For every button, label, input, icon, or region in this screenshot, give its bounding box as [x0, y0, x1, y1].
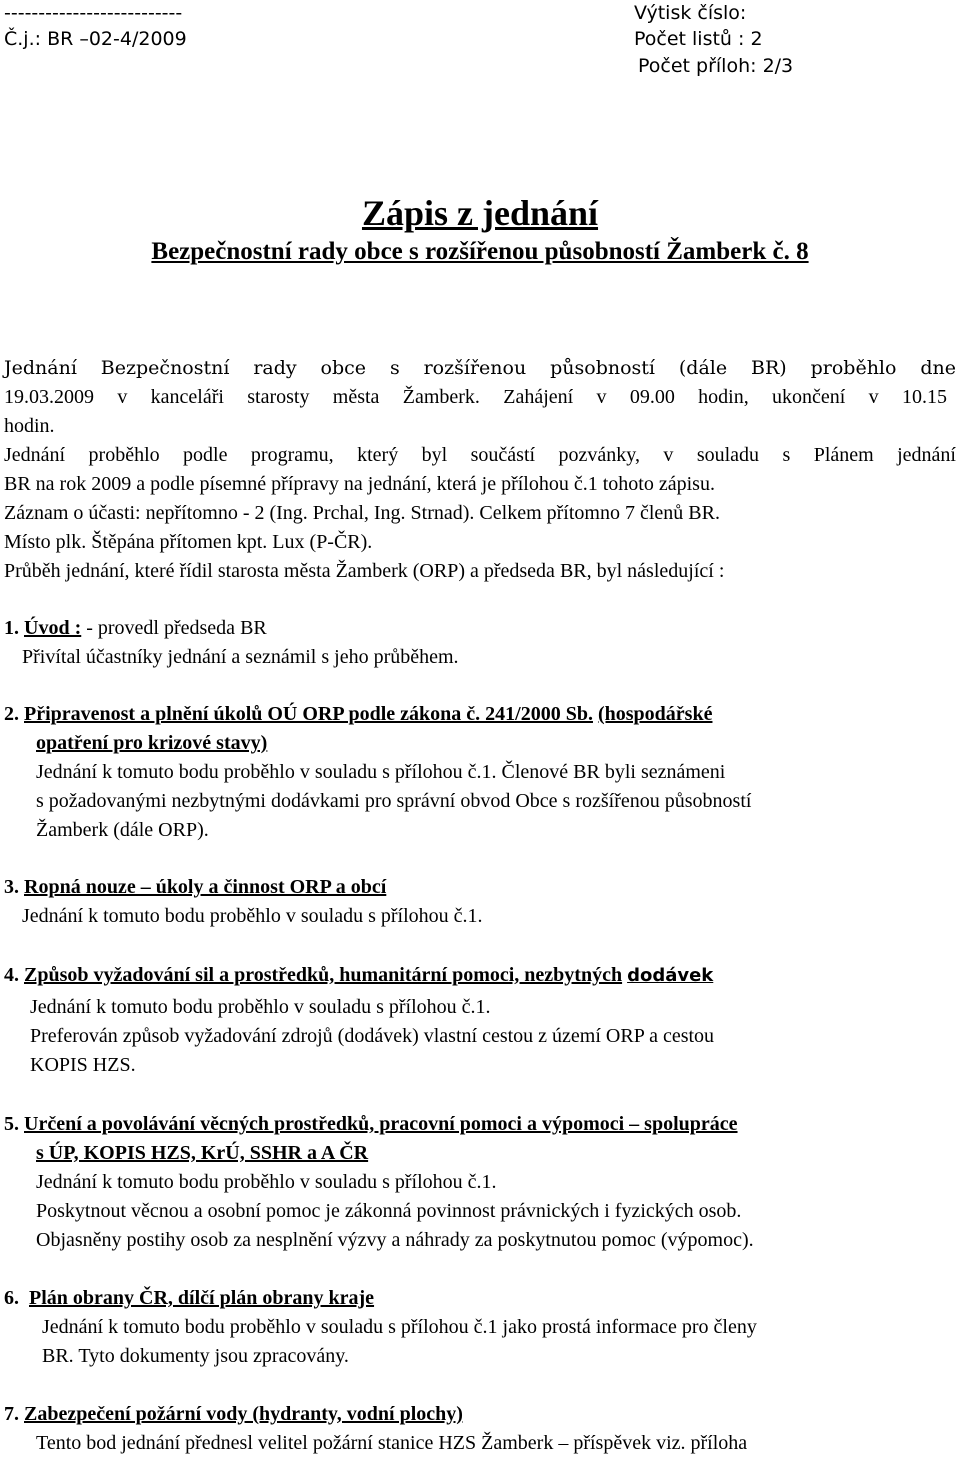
- item-4-title: Způsob vyžadování sil a prostředků, humanitární pomoci, nezbytných: [24, 964, 623, 986]
- item-7-heading: [4, 1400, 463, 1428]
- copy-number-label: Výtisk číslo:: [634, 2, 747, 24]
- item-6-line-1: Jednání k tomuto bodu proběhlo v souladu s přílohou č.1 jako prostá informace pro členy: [42, 1316, 757, 1338]
- item-1-line-1: Přivítal účastníky jednání a seznámil s jeho průběhem.: [22, 646, 459, 668]
- reference-number: Č.j.: BR –02-4/2009: [4, 28, 187, 50]
- item-2-title-rest: (hospodářské: [597, 703, 713, 725]
- item-5-number: 5.: [4, 1113, 19, 1135]
- attachment-count: Počet příloh: 2/3: [638, 55, 794, 77]
- item-4-number: 4.: [4, 964, 19, 986]
- item-7-number: 7.: [4, 1403, 19, 1425]
- item-3-number: 3.: [4, 876, 19, 898]
- item-3-title: Ropná nouze – úkoly a činnost ORP a obcí: [24, 876, 387, 898]
- header-dashes: --------------------------: [4, 2, 183, 24]
- attendance-line: Záznam o účasti: nepřítomno - 2 (Ing. Prchal, Ing. Strnad). Celkem přítomno 7 členů BR.: [4, 502, 720, 524]
- item-1-heading: [4, 614, 267, 642]
- sheet-count: Počet listů : 2: [634, 28, 763, 50]
- item-2-number: 2.: [4, 703, 19, 725]
- item-4-line-2: Preferován způsob vyžadování zdrojů (dodávek) vlastní cestou z území ORP a cestou: [30, 1025, 715, 1047]
- item-4-heading: [4, 961, 713, 990]
- item-6-heading: [4, 1284, 374, 1312]
- item-1-title: Úvod :: [24, 617, 82, 639]
- item-3-heading: [4, 873, 386, 901]
- item-7-title: Zabezpečení požární vody (hydranty, vodní plochy): [24, 1403, 463, 1425]
- item-7-line-1: Tento bod jednání přednesl velitel požární stanice HZS Žamberk – příspěvek viz. příloha: [36, 1432, 748, 1454]
- item-1-suffix: - provedl předseda BR: [81, 617, 267, 639]
- intro-line-7: Místo plk. Štěpána přítomen kpt. Lux (P-ČR).: [4, 531, 373, 553]
- item-5-line-3: Objasněny postihy osob za nesplnění výzvy a náhrady za poskytnutou pomoc (výpomoc).: [36, 1229, 754, 1251]
- item-4-line-3: KOPIS HZS.: [30, 1054, 136, 1076]
- item-2-heading: [4, 700, 712, 728]
- item-2-title-line-2: opatření pro krizové stavy): [36, 732, 268, 754]
- intro-line-4: Jednání proběhlo podle programu, který byl součástí pozvánky, v souladu s Plánem jednání: [4, 444, 956, 466]
- item-6-title: Plán obrany ČR, dílčí plán obrany kraje: [29, 1287, 375, 1309]
- intro-line-2: 19.03.2009 v kanceláři starosty města Žamberk. Zahájení v 09.00 hodin, ukončení v 10.15: [4, 386, 947, 408]
- page-subtitle: Bezpečnostní rady obce s rozšířenou působností Žamberk č. 8: [151, 238, 809, 265]
- item-2-line-3: Žamberk (dále ORP).: [36, 819, 209, 841]
- item-6-line-2: BR. Tyto dokumenty jsou zpracovány.: [42, 1345, 349, 1367]
- item-3-line-1: Jednání k tomuto bodu proběhlo v souladu s přílohou č.1.: [22, 905, 483, 927]
- intro-line-1: Jednání Bezpečnostní rady obce s rozšířenou působností (dále BR) proběhlo dne: [4, 357, 956, 379]
- item-5-title: Určení a povolávání věcných prostředků, pracovní pomoci a výpomoci – spolupráce: [24, 1113, 738, 1135]
- item-5-line-1: Jednání k tomuto bodu proběhlo v souladu s přílohou č.1.: [36, 1171, 497, 1193]
- item-2-line-2: s požadovanými nezbytnými dodávkami pro správní obvod Obce s rozšířenou působností: [36, 790, 752, 812]
- page-title: Zápis z jednání: [361, 193, 599, 233]
- item-1-number: 1.: [4, 617, 19, 639]
- item-2-line-1: Jednání k tomuto bodu proběhlo v souladu s přílohou č.1. Členové BR byli seznámeni: [36, 761, 726, 783]
- intro-line-8: Průběh jednání, které řídil starosta města Žamberk (ORP) a předseda BR, byl následující :: [4, 560, 725, 582]
- intro-line-5: BR na rok 2009 a podle písemné přípravy na jednání, která je přílohou č.1 tohoto zápisu.: [4, 473, 715, 495]
- item-5-heading: [4, 1110, 738, 1138]
- item-5-line-2: Poskytnout věcnou a osobní pomoc je zákonná povinnost právnických i fyzických osob.: [36, 1200, 742, 1222]
- item-4-title-tail: dodávek: [627, 965, 714, 986]
- item-4-line-1: Jednání k tomuto bodu proběhlo v souladu s přílohou č.1.: [30, 996, 491, 1018]
- item-5-title-line-2: s ÚP, KOPIS HZS, KrÚ, SSHR a A ČR: [36, 1142, 369, 1164]
- item-6-number: 6.: [4, 1287, 19, 1309]
- item-2-title: Připravenost a plnění úkolů OÚ ORP podle zákona č. 241/2000 Sb.: [24, 703, 593, 725]
- intro-line-3: hodin.: [4, 415, 55, 437]
